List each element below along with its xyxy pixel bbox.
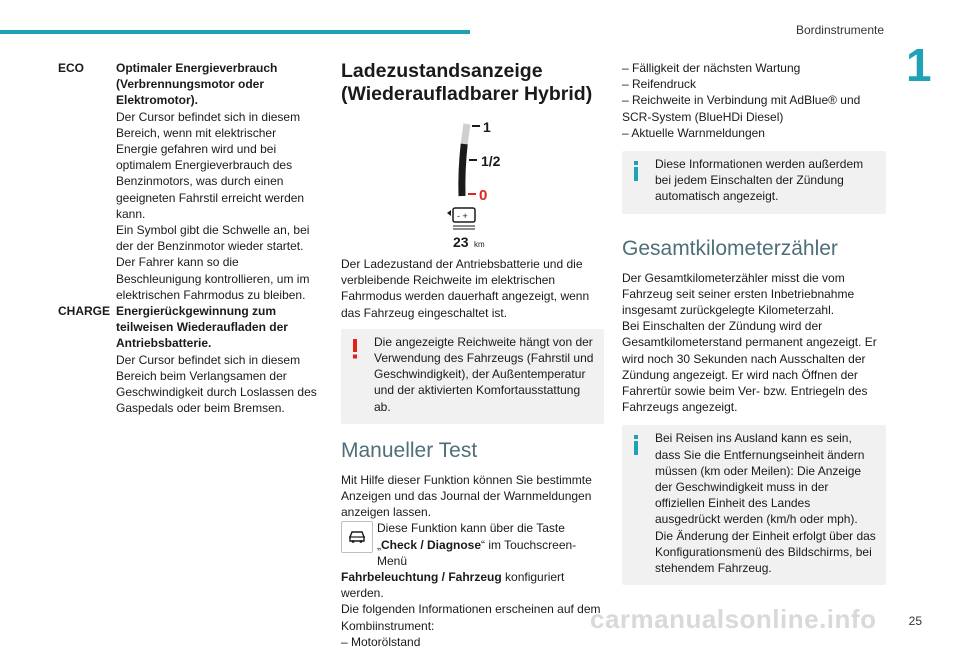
diagnose-button-name: Check / Diagnose: [381, 537, 482, 552]
info-note-text: Diese Informationen werden außerdem bei jedem Einschalten der Zündung automatisch angezeigt.: [655, 157, 864, 204]
definition-eco: [58, 60, 318, 303]
definition-text: Der Cursor befindet sich in diesem Bereich beim Verlangsamen der Geschwindigkeit durch Loslassen des Gaspedals oder beim Bremsen.: [116, 352, 317, 416]
diagnose-text: Diese Funktion kann über die Taste „Check / Diagnose“ im Touchscreen-Menü: [377, 521, 577, 568]
warning-note: [341, 329, 604, 424]
info-icon: [633, 435, 639, 455]
section-title: Bordinstrumente: [795, 23, 884, 37]
column-left: [58, 60, 318, 416]
heading-charge-indicator: Ladezustandsanzeige (Wiederaufladbarer Hybrid): [341, 60, 593, 105]
chapter-number: 1: [906, 39, 932, 91]
page-number: 25: [908, 614, 922, 628]
gauge-label-zero: 0: [479, 187, 488, 204]
paragraph-manual-test: Mit Hilfe dieser Funktion können Sie bestimmte Anzeigen und das Journal der Warnmeldungen anzeigen lassen.: [341, 472, 592, 520]
gauge-label-full: 1: [483, 119, 491, 135]
header-accent-bar: [0, 30, 470, 34]
list-item: – Motorölstand: [341, 634, 421, 649]
paragraph-odometer-1: Der Gesamtkilometerzähler misst die vom Fahrzeug seit seiner ersten Inbetriebnahme insgesamt zurückgelegte Kilometerzahl.: [622, 270, 855, 318]
paragraph-odometer-2: Bei Einschalten der Zündung wird der Gesamtkilometerstand permanent angezeigt. Er wird noch 30 Sekunden nach Ausschalten der Zündung angezeigt. Er wird nach Öffnen der Fahrertür sowie beim Ver- bzw. Entriegeln des Fahrzeugs angezeigt.: [622, 319, 877, 415]
menu-name: Fahrbeleuchtung / Fahrzeug: [341, 570, 502, 585]
paragraph-charge-display: Der Ladezustand der Antriebsbatterie und die verbleibende Reichweite im elektrischen Fahrmodus werden dauerhaft angezeigt, wenn das Fahrzeug eingeschaltet ist.: [341, 257, 590, 320]
list-item: – Fälligkeit der nächsten Wartung: [622, 61, 801, 75]
info-note: [622, 151, 886, 214]
definition-title: Optimaler Energieverbrauch (Verbrennungsmotor oder Elektromotor).: [116, 61, 278, 108]
definition-term: CHARGE: [58, 304, 111, 319]
range-unit: km: [474, 240, 485, 249]
definition-charge: [58, 303, 318, 416]
info-icon: [633, 161, 639, 181]
diagnose-instruction: [341, 520, 604, 569]
warning-note-text: Die angezeigte Reichweite hängt von der Verwendung des Fahrzeugs (Fahrstil und Geschwindigkeit), der Außentemperatur und der aktivierten Komfortausstattung ab.: [374, 334, 594, 414]
info-note: [622, 425, 886, 585]
heading-odometer: Gesamtkilometerzähler: [622, 236, 838, 260]
list-item: – Aktuelle Warnmeldungen: [622, 125, 765, 140]
svg-text:- +: - +: [457, 211, 468, 221]
battery-gauge-illustration: [341, 120, 604, 250]
diagnose-text-cont: Fahrbeleuchtung / Fahrzeug konfiguriert werden.: [341, 570, 565, 601]
definition-term: ECO: [58, 61, 85, 75]
watermark: carmanualsonline.info: [590, 604, 877, 634]
column-right: [622, 60, 886, 585]
info-note-text: Bei Reisen ins Ausland kann es sein, dass Sie die Entfernungseinheit ändern müssen (km oder Meilen): Die Anzeige der Geschwindigkeit muss in der offiziellen Einheit des Landes ausgedrückt werden (km/h oder mph). Die Änderung der Einheit erfolgt über das Konfigurationsmenü des Bildschirms, bei stehendem Fahrzeug.: [655, 431, 876, 576]
definition-text: Der Cursor befindet sich in diesem Bereich, wenn mit elektrischer Energie gefahren wird und bei optimalem Energieverbrauch des Benzinmotors, was durch einen geeigneten Fahrstil erreicht werden kann. Ein Symbol gibt die Schwelle an, bei der der Benzinmotor wieder startet. Der Fahrer kann so die Beschleunigung kontrollieren, um im elektrischen Fahrmodus zu bleiben.: [116, 109, 310, 302]
range-value: 23: [453, 234, 469, 250]
battery-gauge-graphic: [341, 120, 604, 250]
heading-manual-test: Manueller Test: [341, 438, 478, 462]
paragraph-info-list-intro: Die folgenden Informationen erscheinen auf dem Kombiinstrument:: [341, 602, 601, 633]
definition-body: [116, 60, 318, 303]
warning-icon: [352, 339, 358, 359]
definition-title: Energierückgewinnung zum teilweisen Wiederaufladen der Antriebsbatterie.: [116, 304, 288, 351]
gauge-label-half: 1/2: [481, 153, 501, 169]
battery-plug-icon: [447, 208, 475, 229]
list-item: – Reifendruck: [622, 77, 697, 92]
definition-body: [116, 303, 318, 416]
column-middle: [341, 60, 604, 650]
list-item: – Reichweite in Verbindung mit AdBlue® und SCR-System (BlueHDi Diesel): [622, 93, 861, 124]
car-check-icon: [341, 521, 373, 553]
